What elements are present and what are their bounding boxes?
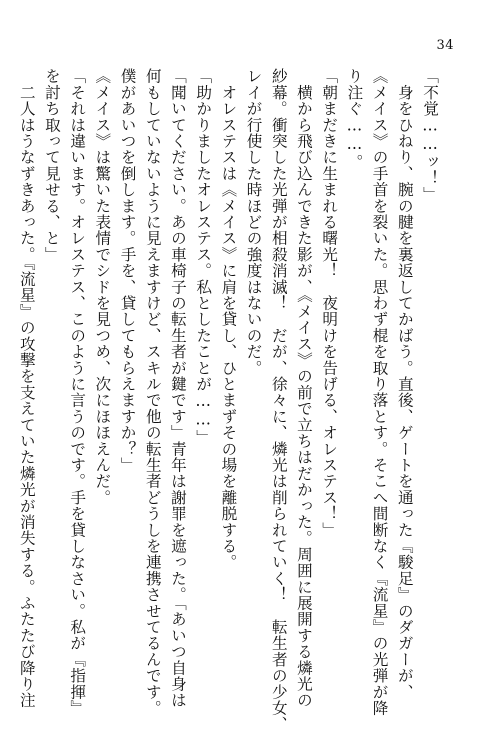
text-line: 《メイス》は驚いた表情でシドを見つめ、次にほほえんだ。	[93, 68, 112, 506]
text-line: 僕があいつを倒します。手を、貸してもらえますか？」	[118, 68, 137, 473]
text-line: を討ち取って見せる、と」	[42, 68, 61, 263]
text-line: 「それは違います。オレステス、このように言うのです。手を貸しなさい。私が『指揮』	[68, 68, 87, 716]
text-line: 身をひねり、腕の腱を裏返してかばう。直後、ゲートを通った『駿足』のダガーが、	[395, 68, 414, 700]
page-number: 34	[436, 38, 454, 53]
text-line: 二人はうなずきあった。『流星』の攻撃を支えていた燐光が消失する。ふたたび降り注	[17, 68, 36, 709]
text-line: 《メイス》の手首を裂いた。思わず棍を取り落とす。そこへ間断なく『流星』の光弾が降	[370, 68, 389, 716]
text-line: 「朝まだきに生まれる曙光！ 夜明けを告げる、オレステス！」	[320, 68, 339, 538]
text-line: 「不覚……ッ！」	[421, 68, 439, 203]
text-line: オレステスは《メイス》に肩を貸し、ひとまずその場を離脱する。	[219, 68, 238, 571]
text-line: レイが行使した時ほどの強度はないのだ。	[244, 68, 263, 376]
text-line: 横から飛び込んできた影が、《メイス》の前で立ちはだかった。周囲に展開する燐光の	[294, 68, 313, 709]
text-line: 何もしていないように見えますけど、スキルで他の転生者どうしを連携させてるんです。	[143, 68, 162, 716]
text-line: 「聞いてください。あの車椅子の転生者が鍵です」青年は謝罪を遮った。「あいつ自身は	[168, 68, 187, 709]
text-line: 紗幕。衝突した光弾が相殺消滅！ だが、徐々に、燐光は削られていく！ 転生者の少女、	[269, 68, 288, 732]
text-line: り注ぐ……。	[345, 68, 364, 170]
text-line: 「助かりましたオレステス。私としたことが……」	[194, 68, 213, 446]
vertical-text-body	[14, 68, 442, 732]
